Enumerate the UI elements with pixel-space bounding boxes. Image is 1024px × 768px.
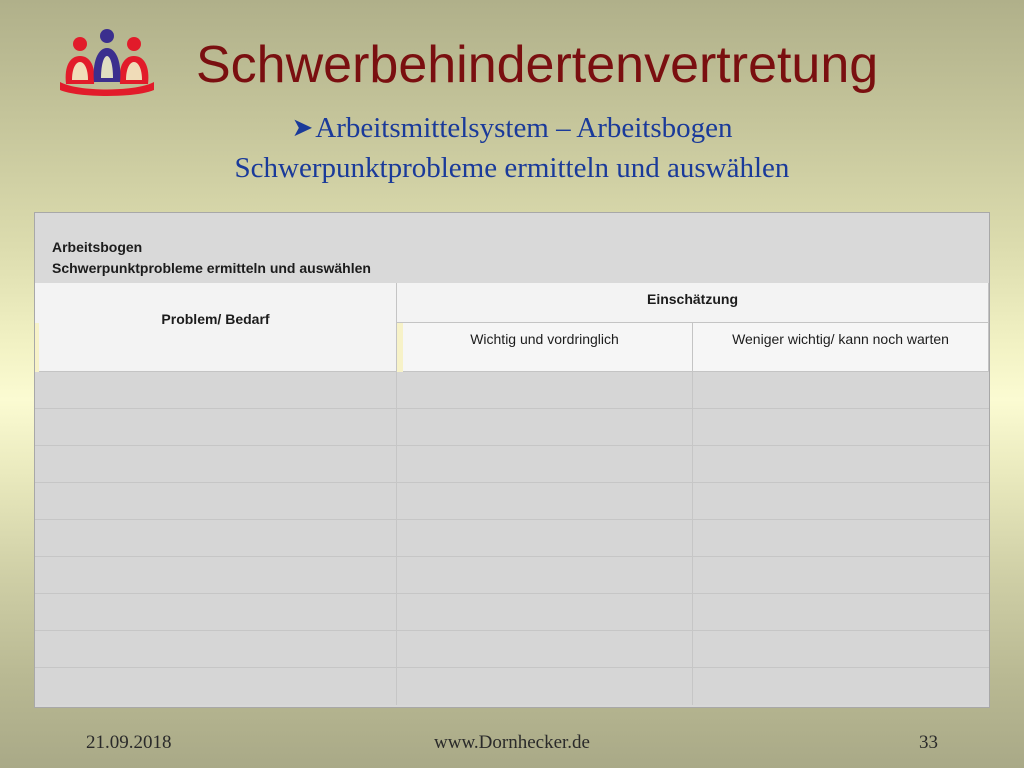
table-cell xyxy=(397,372,693,408)
slide-subtitle xyxy=(0,108,1024,188)
worksheet-header-line-1: Arbeitsbogen xyxy=(52,239,143,255)
table-cell xyxy=(693,594,989,630)
column-header-important-label: Wichtig und vordringlich xyxy=(470,331,619,347)
table-cell xyxy=(35,668,397,705)
arrow-bullet-icon: ➤ xyxy=(291,113,314,142)
table-cell xyxy=(35,483,397,519)
table-cell xyxy=(693,372,989,408)
table-cell xyxy=(693,631,989,667)
table-cell xyxy=(693,446,989,482)
table-row xyxy=(35,520,989,557)
table-cell xyxy=(35,631,397,667)
cell-highlight xyxy=(35,323,39,372)
table-cell xyxy=(35,520,397,556)
table-cell xyxy=(35,372,397,408)
table-row xyxy=(35,446,989,483)
table-cell xyxy=(693,483,989,519)
worksheet-header xyxy=(35,213,989,283)
subtitle-line-2: Schwerpunktprobleme ermitteln und auswählen xyxy=(234,152,790,184)
table-cell xyxy=(397,668,693,705)
column-header-assessment-label: Einschätzung xyxy=(646,291,738,307)
table-cell xyxy=(35,446,397,482)
subtitle-line-1-text: Arbeitsmittelsystem – Arbeitsbogen xyxy=(315,112,733,144)
table-cell xyxy=(397,631,693,667)
table-cell xyxy=(397,446,693,482)
table-row xyxy=(35,483,989,520)
column-header-less-important xyxy=(693,323,989,372)
column-header-less-important-label: Weniger wichtig/ kann noch warten xyxy=(732,331,949,347)
table-row xyxy=(35,372,989,409)
table-row xyxy=(35,557,989,594)
table-cell xyxy=(397,409,693,445)
table-row xyxy=(35,631,989,668)
table-cell xyxy=(693,520,989,556)
table-cell xyxy=(35,594,397,630)
table-cell xyxy=(693,409,989,445)
worksheet-table xyxy=(34,212,990,708)
footer-website: www.Dornhecker.de xyxy=(434,732,590,753)
table-cell xyxy=(693,557,989,593)
table-cell xyxy=(35,557,397,593)
table-cell xyxy=(397,557,693,593)
worksheet-grid xyxy=(35,372,989,705)
table-row xyxy=(35,409,989,446)
table-cell xyxy=(397,594,693,630)
table-row xyxy=(35,594,989,631)
table-cell xyxy=(35,409,397,445)
table-row xyxy=(35,668,989,705)
column-header-problem-label: Problem/ Bedarf xyxy=(161,311,270,327)
table-cell xyxy=(693,668,989,705)
column-header-important xyxy=(397,323,693,372)
table-cell xyxy=(397,520,693,556)
worksheet-header-line-2: Schwerpunktprobleme ermitteln und auswählen xyxy=(52,260,371,276)
slide-title: Schwerbehindertenvertretung xyxy=(196,36,879,94)
footer-page-number: 33 xyxy=(919,732,938,753)
table-cell xyxy=(397,483,693,519)
footer-date: 21.09.2018 xyxy=(86,732,172,753)
column-header-problem xyxy=(35,283,397,372)
column-header-assessment xyxy=(397,283,989,323)
subtitle-line-1 xyxy=(0,108,1024,148)
